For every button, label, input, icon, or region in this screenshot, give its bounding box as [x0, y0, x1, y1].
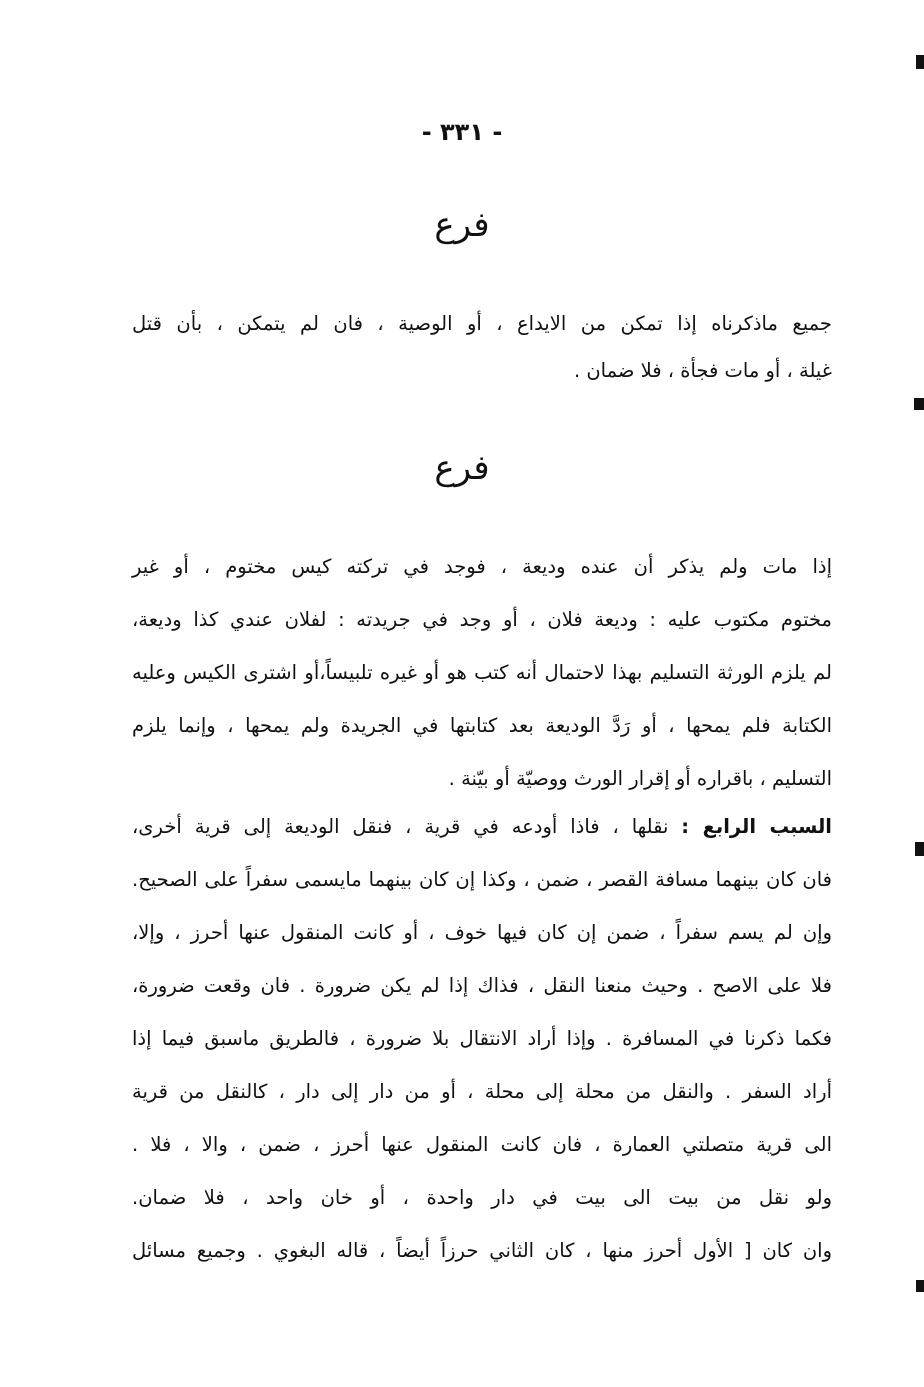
paragraph-line: فكما ذكرنا في المسافرة . وإذا أراد الانتقال بلا ضرورة ، فالطريق ماسبق فيما إذا [132, 1027, 832, 1050]
paragraph-line: وان كان [ الأول أحرز منها ، كان الثاني حرزاً أيضاً ، قاله البغوي . وجميع مسائل [132, 1239, 832, 1262]
paragraph-line: غيلة ، أو مات فجأة ، فلا ضمان . [573, 359, 832, 382]
paragraph-line: الكتابة فلم يمحها ، أو رَدَّ الوديعة بعد كتابتها في الجريدة ولم يمحها ، وإنما يلزم [132, 714, 832, 737]
paragraph-line: فان كان بينهما مسافة القصر ، ضمن ، وكذا إن كان بينهما مايسمى سفراً على الصحيح. [132, 868, 832, 891]
page-number: - ٣٣١ - [421, 118, 503, 146]
paragraph-line [132, 800, 832, 853]
paragraph-line: إذا مات ولم يذكر أن عنده وديعة ، فوجد في تركته كيس مختوم ، أو غير [132, 555, 832, 578]
paragraph-line: ولو نقل من بيت الى بيت في دار واحدة ، أو خان واحد ، فلا ضمان. [132, 1186, 832, 1209]
paragraph-line: التسليم ، باقراره أو إقرار الورث ووصيّة أو بيّنة . [448, 767, 832, 790]
paragraph-line: الى قرية متصلتي العمارة ، فان كانت المنقول عنها أحرز ، ضمن ، والا ، فلا . [132, 1133, 832, 1156]
paragraph-1 [132, 300, 832, 394]
paragraph-line: مختوم مكتوب عليه : وديعة فلان ، أو وجد في جريدته : لفلان عندي كذا وديعة، [132, 608, 832, 631]
section-heading-1: فرع [434, 205, 490, 245]
paragraph-line: أراد السفر . والنقل من محلة إلى محلة ، أو من دار إلى دار ، كالنقل من قرية [132, 1080, 832, 1103]
paragraph-2 [132, 540, 832, 805]
paragraph-line: فلا على الاصح . وحيث منعنا النقل ، فذاك إذا لم يكن ضرورة . فان وقعت ضرورة، [132, 974, 832, 997]
scan-edge-mark [916, 1280, 924, 1292]
paragraph-line: لم يلزم الورثة التسليم بهذا لاحتمال أنه كتب هو أو غيره تلبيساً،أو اشترى الكيس وعليه [132, 661, 832, 684]
scan-edge-mark [915, 842, 924, 856]
paragraph-line-rest: نقلها ، فاذا أودعه في قرية ، فنقل الوديعة إلى قرية أخرى، [132, 815, 682, 838]
section-term: السبب الرابع : [681, 815, 832, 838]
scan-edge-mark [914, 398, 924, 410]
paragraph-3 [132, 800, 832, 1277]
paragraph-line: وإن لم يسم سفراً ، ضمن إن كان فيها خوف ، أو كانت المنقول عنها أحرز ، وإلا، [132, 921, 832, 944]
section-heading-2: فرع [434, 448, 490, 488]
scan-edge-mark [916, 55, 924, 69]
paragraph-line: جميع ماذكرناه إذا تمكن من الايداع ، أو الوصية ، فان لم يتمكن ، بأن قتل [132, 312, 832, 335]
